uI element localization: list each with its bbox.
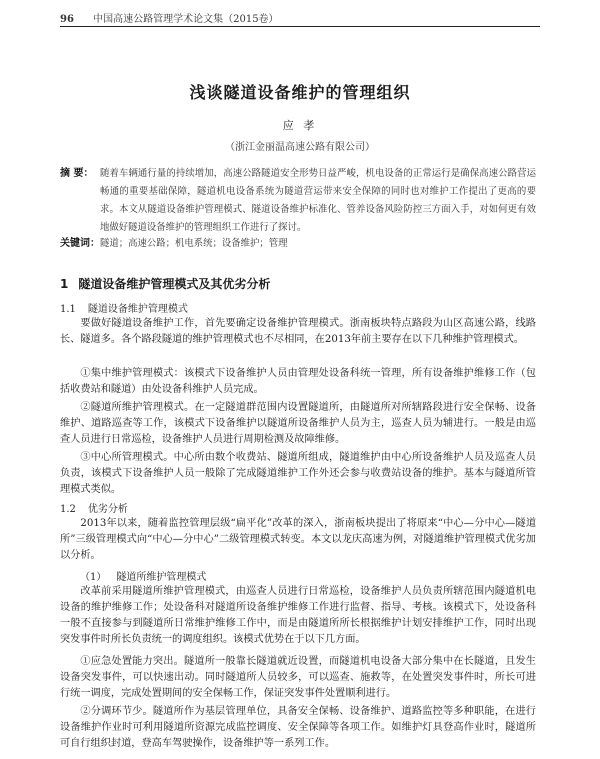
article-title: 浅谈隧道设备维护的管理组织 — [189, 83, 411, 102]
subsection-number: （1） — [80, 572, 107, 583]
section-heading-1-1 — [60, 300, 188, 315]
paragraph-1: 要做好隧道设备维护工作，首先要确定设备维护管理模式。浙南板块特点路段为山区高速公路，线路长、隧道多。各个路段隧道的维护管理模式也不尽相同，在2013年前主要存在以下几种维护管理模式。 — [60, 318, 536, 345]
journal-name: 中国高速公路管理学术论文集（2015卷） — [93, 14, 279, 25]
section-number: 1.1 — [60, 304, 76, 315]
section-number: 1 — [60, 277, 69, 291]
section-title: 隧道设备维护管理模式及其优劣分析 — [78, 277, 271, 291]
page-number: 96 — [60, 14, 74, 25]
paragraph-2: ①集中维护管理模式：该模式下设备维护人员由管理处设备科统一管理，所有设备维护维修工作（包括收费站和隧道）由处设备科维护人员完成。 — [60, 368, 536, 395]
keywords — [60, 236, 536, 252]
section-heading-1 — [60, 275, 270, 292]
header-rule — [60, 26, 540, 27]
paragraph-3: ②隧道所维护管理模式。在一定隧道群范围内设置隧道所，由隧道所对所辖路段进行安全保畅、设备维护、道路巡查等工作，该模式下设备维护以隧道所设备维护人员为主，巡查人员为辅进行。一般是由巡查人员进行日常巡检，设备维护人员进行周期检测及故障维修。 — [60, 402, 536, 445]
section-title: 隧道设备维护管理模式 — [87, 304, 188, 315]
paragraph-7: ①应急处置能力突出。隧道所一般靠长隧道就近设置，而隧道机电设备大部分集中在长隧道，且发生设备突发事件，可以快速出动。同时隧道所人员较多，可以巡查、施救等，在处置突发事件时，所长可进行统一调度，完成处置期间的安全保畅工作，保证突发事件处置顺利进行。 — [60, 656, 536, 699]
section-number: 1.2 — [60, 504, 76, 515]
article-affiliation: （浙江金丽温高速公路有限公司） — [225, 142, 375, 153]
section-title: 优劣分析 — [87, 504, 128, 515]
keywords-label: 关键词： — [60, 238, 100, 249]
abstract-label: 摘 要： — [60, 168, 94, 179]
abstract-text: 随着车辆通行量的持续增加，高速公路隧道安全形势日益严峻，机电设备的正常运行是确保高速公路营运畅通的重要基础保障，隧道机电设备系统为隧道营运带来安全保障的同时也对维护工作提出了更高的要求。本文从隧道设备维护管理模式、隧道设备维护标准化、管养设备风险防控三方面入手，对如何更有效地做好隧道设备维护的管理组织工作进行了探讨。 — [100, 168, 536, 233]
running-head — [60, 10, 540, 25]
paragraph-5: 2013年以来，随着监控管理层级“扁平化”改革的深入，浙南板块提出了将原来“中心—分中心—隧道所”三级管理模式向“中心—分中心”二级管理模式转变。本文以龙庆高速为例，对隧道维护管理模式优劣加以分析。 — [60, 518, 536, 561]
keywords-text: 隧道；高速公路；机电系统；设备维护；管理 — [100, 238, 288, 249]
article-author: 应 孝 — [282, 119, 318, 132]
abstract — [60, 165, 536, 237]
paragraph-8: ②分调环节少。隧道所作为基层管理单位，具备安全保畅、设备维护、道路监控等多种职能，在进行设备维护作业时可利用隧道所资源完成监控调度、安全保障等各项工作。如维护灯具登高作业时，隧道所可自行组织封道，登高车驾驶操作，设备维护等一系列工作。 — [60, 706, 536, 749]
paragraph-4: ③中心所管理模式。中心所由数个收费站、隧道所组成，隧道维护由中心所设备维护人员及巡查人员负责，该模式下设备维护人员一般除了完成隧道维护工作外还会参与收费站设备的维护。基本与隧道所管理模式类似。 — [60, 452, 536, 495]
subsection-heading-1 — [80, 568, 206, 583]
section-heading-1-2 — [60, 500, 128, 515]
subsection-title: 隧道所维护管理模式 — [116, 572, 207, 583]
paragraph-6: 改革前采用隧道所维护管理模式，由巡查人员进行日常巡检，设备维护人员负责所辖范围内隧道机电设备的维护维修工作；处设备科对隧道所设备维护维修工作进行监督、指导、考核。该模式下，处设备科一般不直接参与到隧道所日常维护维修工作中，而是由隧道所所长根据维护计划安排维护工作，同时出现突发事件时所长负责统一的调度组织。该模式优势在于以下几方面。 — [60, 586, 536, 645]
